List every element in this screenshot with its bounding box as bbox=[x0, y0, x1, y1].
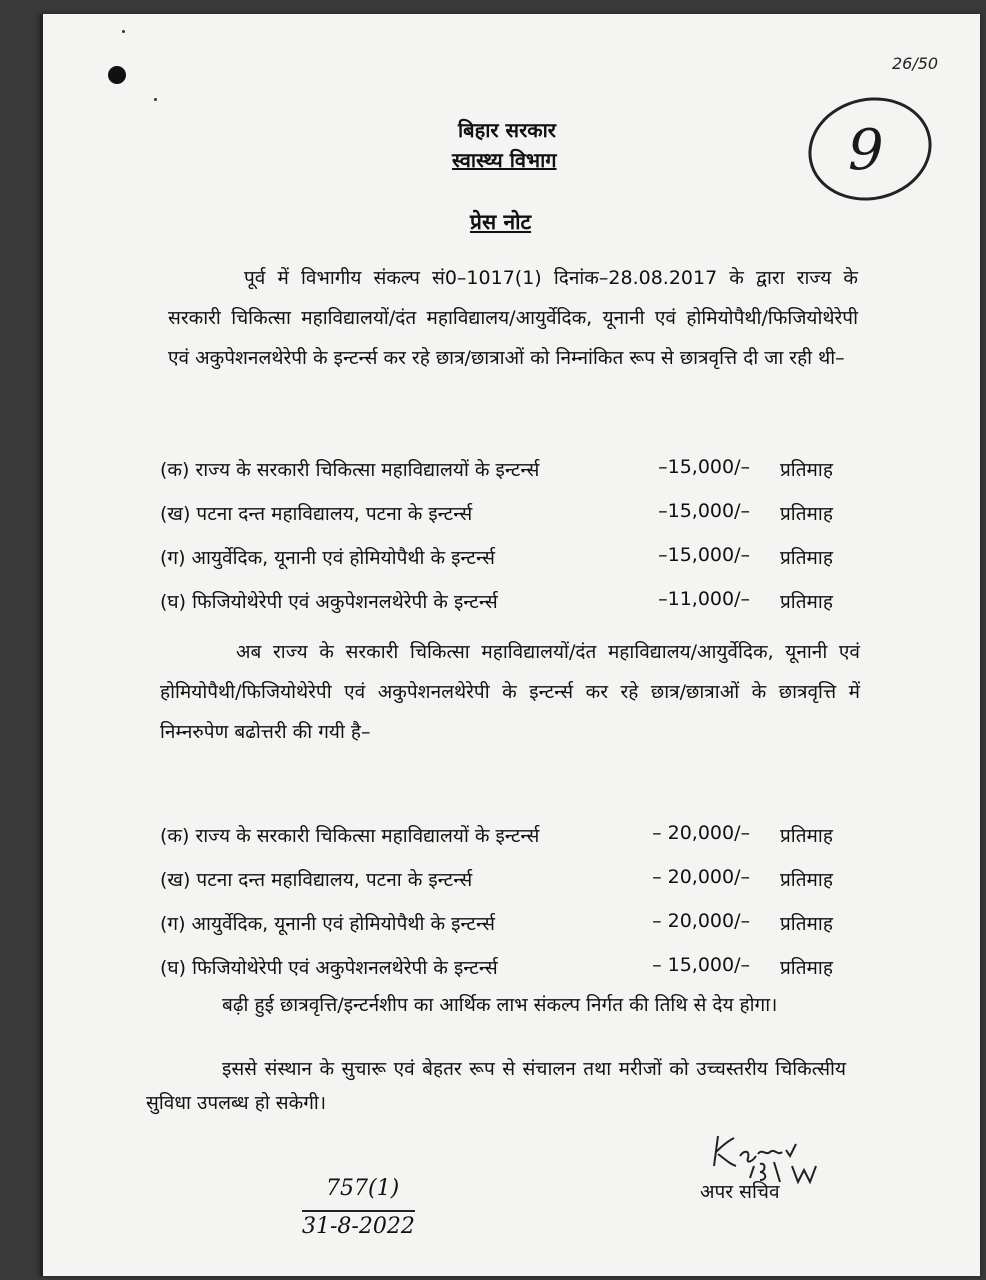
rate-period: प्रतिमाह bbox=[780, 547, 833, 569]
rate-period: प्रतिमाह bbox=[780, 913, 833, 935]
document-title: प्रेस नोट bbox=[470, 210, 532, 234]
old-rate-row bbox=[160, 500, 860, 530]
rate-amount: – 15,000/– bbox=[652, 954, 750, 976]
outcome-paragraph: इससे संस्थान के सुचारू एवं बेहतर रूप से संचालन तथा मरीजों को उच्चस्तरीय चिकित्सीय सुविधा उपलब्ध हो सकेगी। bbox=[146, 1058, 846, 1114]
department-name: स्वास्थ्य विभाग bbox=[452, 148, 557, 172]
rate-period: प्रतिमाह bbox=[780, 825, 833, 847]
old-rate-row bbox=[160, 544, 860, 574]
stamp-number: 9 bbox=[848, 118, 884, 183]
rate-period: प्रतिमाह bbox=[780, 459, 833, 481]
rate-amount: – 20,000/– bbox=[652, 822, 750, 844]
rate-label: (घ) फिजियोथेरेपी एवं अकुपेशनलथेरेपी के इन्टर्न्स bbox=[160, 957, 498, 979]
page-number: 26/50 bbox=[892, 54, 939, 73]
rate-label: (ग) आयुर्वेदिक, यूनानी एवं होमियोपैथी के इन्टर्न्स bbox=[160, 913, 495, 935]
rate-period: प्रतिमाह bbox=[780, 591, 833, 613]
rate-amount: –15,000/– bbox=[658, 456, 750, 478]
old-rate-row bbox=[160, 588, 860, 618]
rate-label: (क) राज्य के सरकारी चिकित्सा महाविद्यालयों के इन्टर्न्स bbox=[160, 459, 540, 481]
rate-label: (ग) आयुर्वेदिक, यूनानी एवं होमियोपैथी के इन्टर्न्स bbox=[160, 547, 495, 569]
rate-amount: –11,000/– bbox=[658, 588, 750, 610]
middle-paragraph: अब राज्य के सरकारी चिकित्सा महाविद्यालयों/दंत महाविद्यालय/आयुर्वेदिक, यूनानी एवं होमियोपैथी/फिजियोथेरेपी एवं अकुपेशनलथेरेपी के इन्टर्न्स कर रहे छात्र/छात्राओं के छात्रवृत्ति में निम्नरुपेण बढोत्तरी की गयी है– bbox=[160, 641, 860, 743]
rate-period: प्रतिमाह bbox=[780, 869, 833, 891]
reference-date: 31-8-2022 bbox=[302, 1210, 415, 1239]
intro-paragraph: पूर्व में विभागीय संकल्प सं0–1017(1) दिनांक–28.08.2017 के द्वारा राज्य के सरकारी चिकित्सा महाविद्यालयों/दंत महाविद्यालय/आयुर्वेदिक, यूनानी एवं होमियोपैथी/फिजियोथेरेपी एवं अकुपेशनलथेरेपी के इन्टर्न्स कर रहे छात्र/छात्राओं को निम्नांकित रूप से छात्रवृत्ति दी जा रही थी– bbox=[168, 267, 858, 369]
old-rate-row bbox=[160, 456, 860, 486]
signatory-title: अपर सचिव bbox=[700, 1181, 780, 1203]
rate-label: (घ) फिजियोथेरेपी एवं अकुपेशनलथेरेपी के इन्टर्न्स bbox=[160, 591, 498, 613]
rate-label: (ख) पटना दन्त महाविद्यालय, पटना के इन्टर्न्स bbox=[160, 869, 473, 891]
rate-label: (क) राज्य के सरकारी चिकित्सा महाविद्यालयों के इन्टर्न्स bbox=[160, 825, 540, 847]
new-rate-row bbox=[160, 822, 860, 852]
speck bbox=[154, 98, 157, 101]
new-rate-row bbox=[160, 954, 860, 984]
benefit-paragraph: बढ़ी हुई छात्रवृत्ति/इन्टर्नशीप का आर्थिक लाभ संकल्प निर्गत की तिथि से देय होगा। bbox=[222, 994, 778, 1016]
signature-scribble bbox=[700, 1126, 830, 1186]
rate-label: (ख) पटना दन्त महाविद्यालय, पटना के इन्टर्न्स bbox=[160, 503, 473, 525]
rate-period: प्रतिमाह bbox=[780, 957, 833, 979]
rate-amount: –15,000/– bbox=[658, 500, 750, 522]
government-name: बिहार सरकार bbox=[458, 118, 556, 142]
speck bbox=[122, 30, 125, 33]
rate-amount: – 20,000/– bbox=[652, 910, 750, 932]
new-rate-row bbox=[160, 866, 860, 896]
rate-amount: – 20,000/– bbox=[652, 866, 750, 888]
rate-amount: –15,000/– bbox=[658, 544, 750, 566]
rate-period: प्रतिमाह bbox=[780, 503, 833, 525]
reference-number: 757(1) bbox=[326, 1176, 400, 1201]
new-rate-row bbox=[160, 910, 860, 940]
page-edge-shadow bbox=[40, 14, 43, 1276]
punch-hole-mark bbox=[108, 66, 126, 84]
